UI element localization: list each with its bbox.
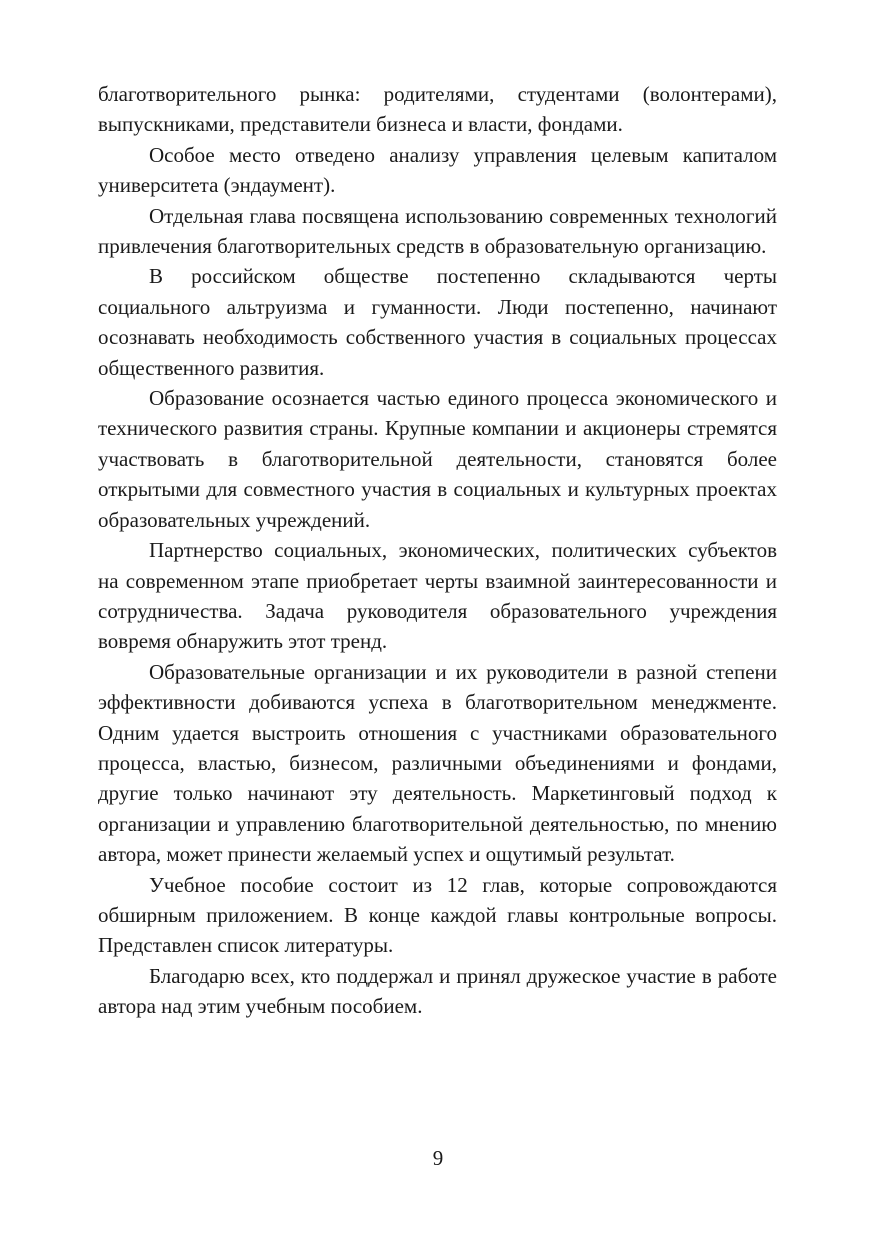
paragraph-endowment: Особое место отведено анализу управления целевым капиталом университета (эндаумент). [98, 142, 777, 198]
body-text [98, 79, 777, 1022]
paragraph-altruism: В российском обществе постепенно складываются черты социального альтруизма и гуманности. Люди постепенно, начинают осознавать необходимость собственного участия в социальных процессах общественного развития. [98, 264, 777, 380]
paragraph-acknowledgement: Благодарю всех, кто поддержал и принял дружеское участие в работе автора над этим учебным пособием. [98, 963, 777, 1019]
paragraph-education: Образование осознается частью единого процесса экономического и технического развития страны. Крупные компании и акционеры стремятся участвовать в благотворительной деятельности, становятся более открытыми для совместного участия в социальных и культурных проектах образовательных учреждений. [98, 386, 777, 532]
paragraph-structure: Учебное пособие состоит из 12 глав, которые сопровождаются обширным приложением. В конце каждой главы контрольные вопросы. Представлен список литературы. [98, 872, 777, 958]
paragraph-organizations: Образовательные организации и их руководители в разной степени эффективности добиваются успеха в благотворительном менеджменте. Одним удается выстроить отношения с участниками образовательного процесса, властью, бизнесом, различными объединениями и фондами, другие только начинают эту деятельность. Маркетинговый подход к организации и управлению благотворительной деятельностью, по мнению автора, может принести желаемый успех и ощутимый результат. [98, 659, 777, 867]
paragraph-technologies: Отдельная глава посвящена использованию современных технологий привлечения благотворительных средств в образовательную организацию. [98, 203, 777, 259]
paragraph-partnership: Партнерство социальных, экономических, политических субъектов на современном этапе приобретает черты взаимной заинтересованности и сотрудничества. Задача руководителя образовательного учреждения вовремя обнаружить этот тренд. [98, 538, 777, 654]
paragraph-continuation: благотворительного рынка: родителями, студентами (волонтерами), выпускниками, представители бизнеса и власти, фондами. [98, 82, 777, 137]
page-number: 9 [432, 1146, 444, 1170]
